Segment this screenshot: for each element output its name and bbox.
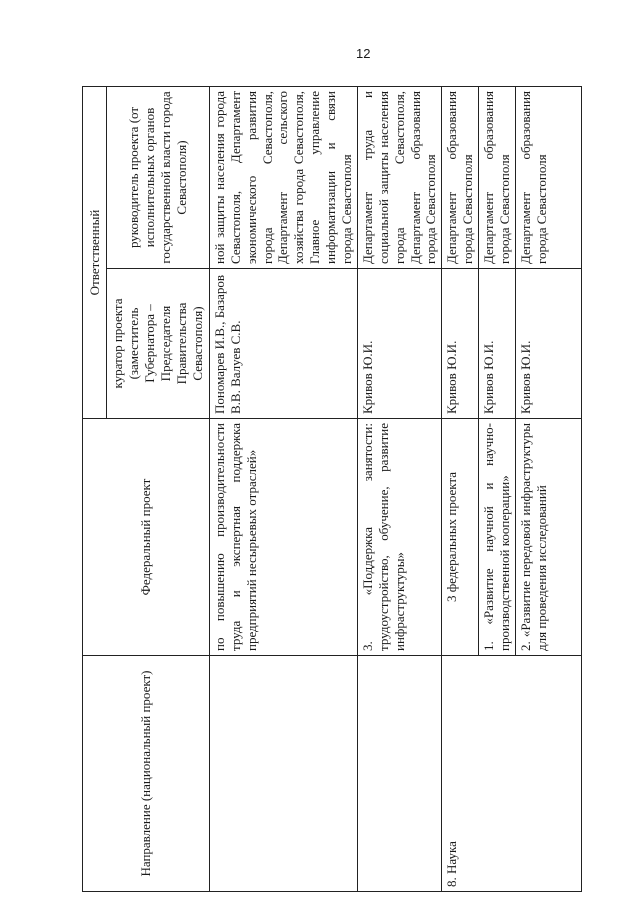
header-direction: Направление (национальный проект) [83, 656, 210, 892]
cell-curator: Кривов Ю.И. [515, 269, 581, 419]
cell-direction: 8. Наука [442, 656, 581, 892]
cell-leader: Департамент образования города Севастополя [515, 86, 581, 268]
header-federal-project: Федеральный проект [83, 419, 210, 656]
cell-federal-project: по повышению производительности труда и экспертная поддержка предприятий несырьевых отраслей» [210, 419, 358, 656]
rotated-table-container [82, 87, 574, 892]
cell-federal-project: 3. «Поддержка занятости: трудоустройство, обучение, развитие инфраструктуры» [358, 419, 442, 656]
cell-direction [210, 656, 358, 892]
table-row [358, 86, 442, 891]
cell-curator: Кривов Ю.И. [358, 269, 442, 419]
page-number: 12 [356, 46, 371, 61]
cell-leader: Департамент образования города Севастополя [479, 86, 516, 268]
table-row [442, 86, 479, 891]
header-responsible: Ответственный [83, 86, 107, 418]
cell-curator: Кривов Ю.И. [442, 269, 479, 419]
cell-curator: Кривов Ю.И. [479, 269, 516, 419]
header-leader: руководитель проекта (от исполнительных органов государственной власти города Севастополя) [107, 86, 210, 268]
cell-leader: ной защиты населения города Севастополя, Департамент экономического развития города Севастополя, Департамент сельского хозяйства города Севастополя, Главное управление информатизации и связи города Севастополя [210, 86, 358, 268]
cell-federal-project: 1. «Развитие научной и научно-производственной кооперации» [479, 419, 516, 656]
header-curator: куратор проекта (заместитель Губернатора – Председателя Правительства Севастополя) [107, 269, 210, 419]
table-row [210, 86, 358, 891]
cell-leader: Департамент образования города Севастополя [442, 86, 479, 268]
cell-federal-project: 3 федеральных проекта [442, 419, 479, 656]
cell-direction [358, 656, 442, 892]
projects-table [82, 86, 582, 892]
cell-leader: Департамент труда и социальной защиты населения города Севастополя, Департамент образования города Севастополя [358, 86, 442, 268]
cell-federal-project: 2. «Развитие передовой инфраструктуры для проведения исследований [515, 419, 581, 656]
cell-curator: Пономарев И.В., Базаров В.В. Валуев С.В. [210, 269, 358, 419]
